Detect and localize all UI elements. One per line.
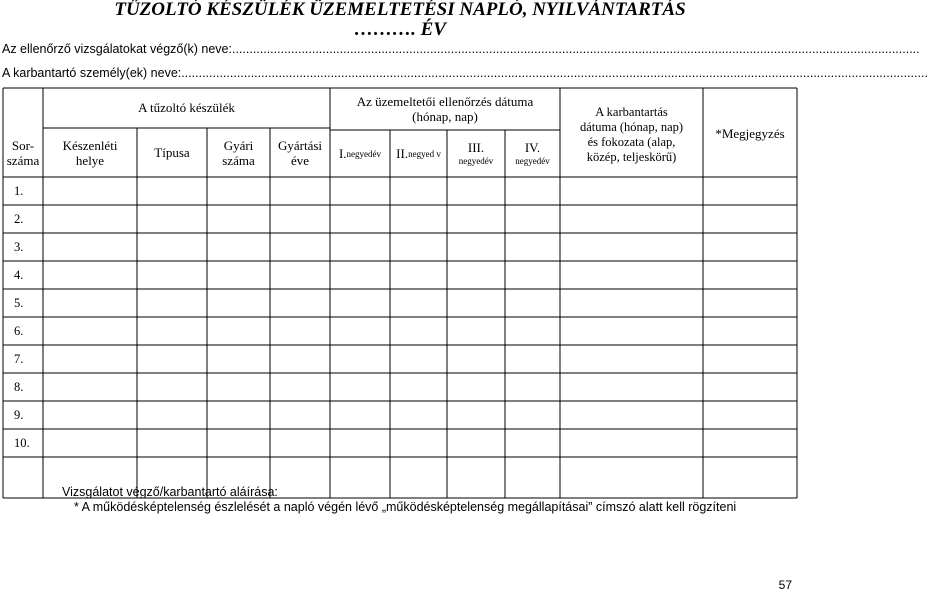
header-quarter-1 <box>330 130 390 177</box>
quarter-3-numeral: III. <box>467 140 485 155</box>
maintainer-dots: ....................................................................................................................................................................................................................... <box>181 66 928 80</box>
row-number: 1. <box>14 184 24 198</box>
row-number: 3. <box>14 240 24 254</box>
quarter-2-word: negyed v <box>408 148 441 159</box>
row-number: 2. <box>14 212 24 226</box>
quarter-4-numeral: IV. <box>524 140 541 155</box>
row-number: 6. <box>14 324 24 338</box>
row-number: 7. <box>14 352 24 366</box>
title-line-1: TŰZOLTÓ KÉSZÜLÉK ÜZEMELTETÉSI NAPLÓ, NYILVÁNTARTÁS <box>114 0 686 20</box>
header-remarks: *Megjegyzés <box>715 125 785 141</box>
title-line-2: ………. ÉV <box>354 19 446 40</box>
header-serial: Sor- száma <box>6 137 40 168</box>
signature-label: Vizsgálatot végző/karbantartó aláírása: <box>62 485 278 499</box>
row-number: 4. <box>14 268 24 282</box>
inspector-dots: ...................................................................................................................................................................................................... <box>231 42 920 56</box>
row-number: 5. <box>14 296 24 310</box>
footnote: * A működésképtelenség észlelését a napló végén lévő „működésképtelenség megállapításai” címszó alatt kell rögzíteni <box>74 500 737 514</box>
header-maintenance: A karbantartás dátuma (hónap, nap) és fokozata (alap, közép, teljeskörű) <box>579 104 684 164</box>
header-group-extinguisher: A tűzoltó készülék <box>138 99 235 115</box>
page-number: 57 <box>778 578 792 592</box>
row-number: 8. <box>14 380 24 394</box>
header-manufacture-year: Gyártási éve <box>277 137 323 168</box>
header-quarter-4 <box>505 130 560 177</box>
row-number: 9. <box>14 408 24 422</box>
header-type: Típusa <box>154 145 190 160</box>
quarter-1-numeral: I. <box>338 146 347 161</box>
quarter-3-word: negyedév <box>458 156 494 166</box>
quarter-4-word: negyedév <box>515 156 550 166</box>
quarter-2-numeral: II. <box>396 146 409 161</box>
maintainer-label: A karbantartó személy(ek) neve: <box>2 66 182 80</box>
header-quarter-2 <box>390 130 447 177</box>
header-group-inspection: Az üzemeltetői ellenőrzés dátuma (hónap, nap) <box>356 94 534 124</box>
header-quarter-3 <box>447 130 505 177</box>
inspector-label: Az ellenőrző vizsgálatokat végző(k) neve: <box>2 42 232 56</box>
quarter-1-word: negyedév <box>346 148 382 159</box>
header-factory-number: Gyári száma <box>222 137 255 168</box>
row-number: 10. <box>14 436 30 450</box>
header-location: Készenléti helye <box>62 137 118 168</box>
